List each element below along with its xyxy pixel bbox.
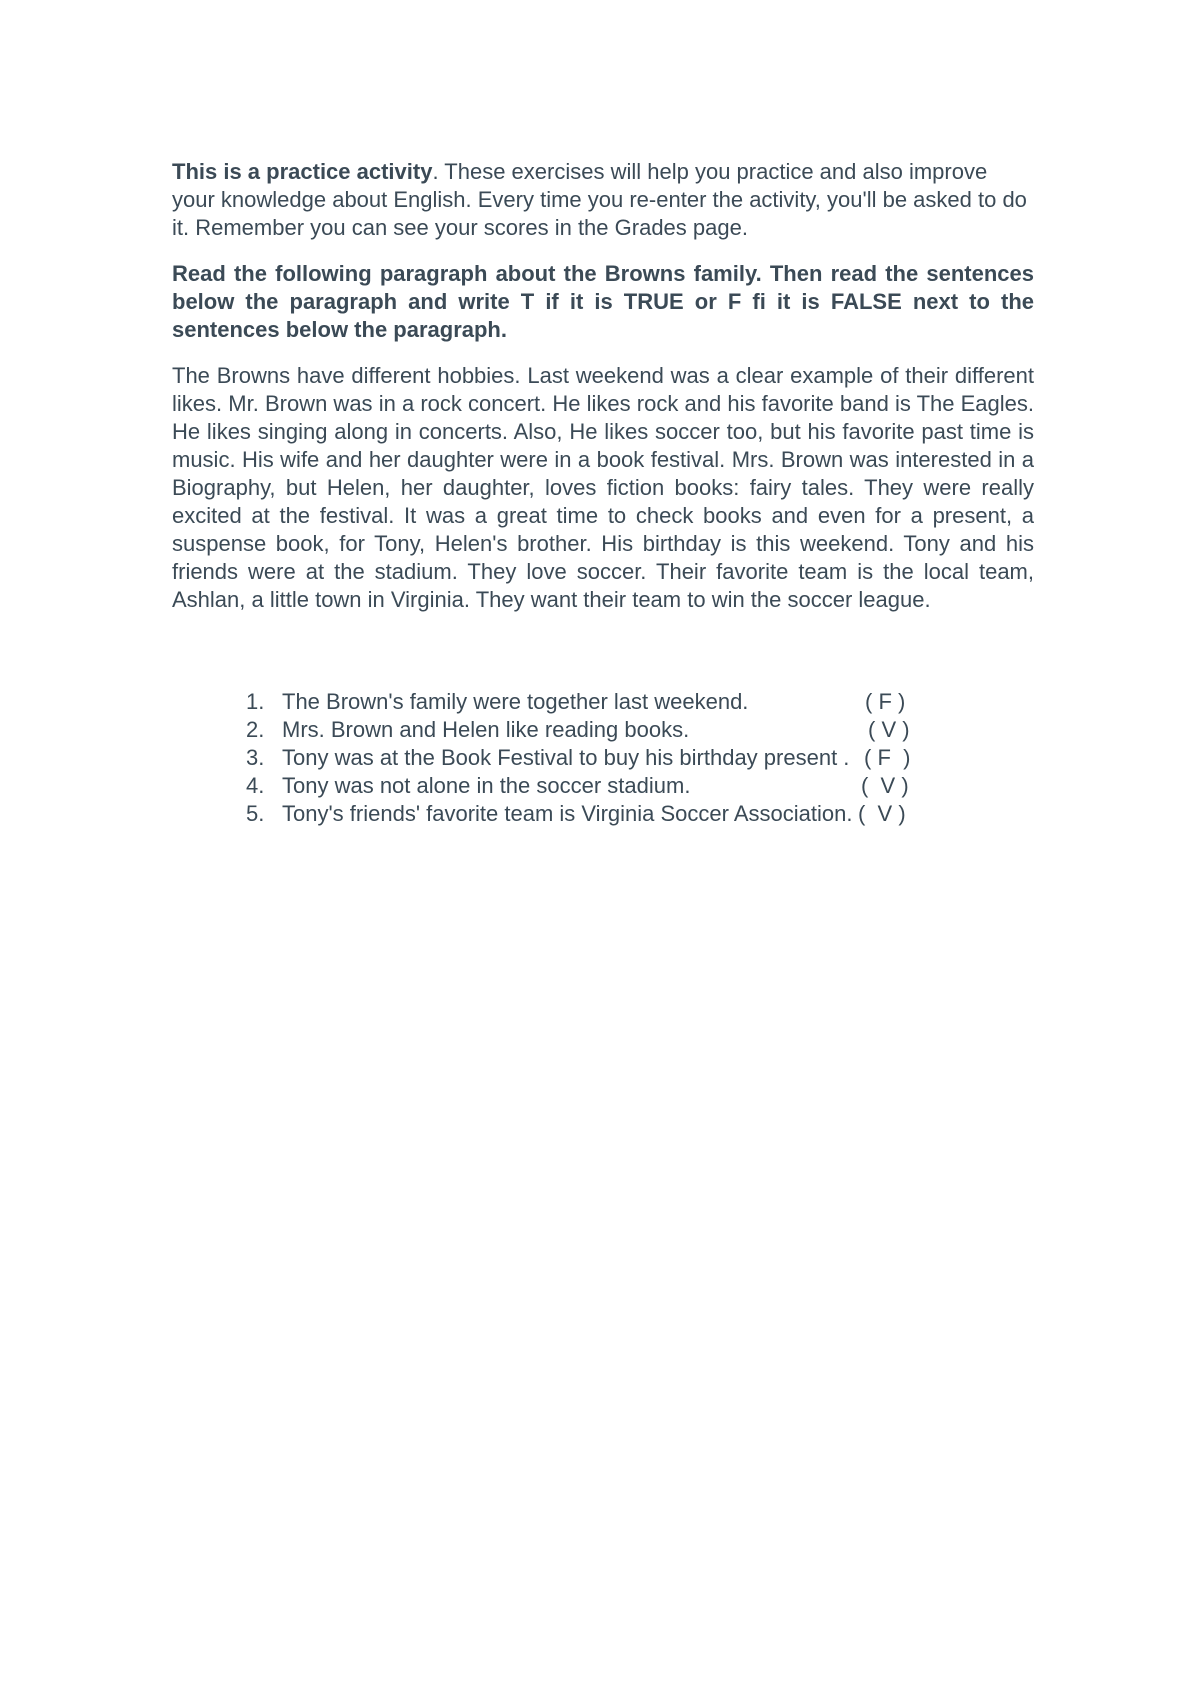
statement-text: Mrs. Brown and Helen like reading books. <box>282 717 690 742</box>
intro-lead: This is a practice activity <box>172 159 433 184</box>
intro-body: . These exercises will help you practice and also improve your knowledge about English. Every time you re-enter the activity, you'll be asked to do it. Remember you can see your scores in the Grades page. <box>172 159 1027 240</box>
statement-number: 2. <box>246 717 265 742</box>
statement-answer: ( V ) <box>858 801 906 826</box>
statement-number: 4. <box>246 773 265 798</box>
statement-text: Tony was not alone in the soccer stadium. <box>282 773 691 798</box>
statement-answer: ( F ) <box>865 689 906 714</box>
statement-item <box>172 744 1034 772</box>
instructions-paragraph: Read the following paragraph about the Browns family. Then read the sentences below the paragraph and write T if it is TRUE or F fi it is FALSE next to the sentences below the paragraph. <box>172 261 1034 342</box>
statement-text: The Brown's family were together last weekend. <box>282 689 749 714</box>
statement-answer: ( V ) <box>861 773 909 798</box>
statement-number: 5. <box>246 801 265 826</box>
statement-number: 3. <box>246 745 265 770</box>
statement-text: Tony was at the Book Festival to buy his birthday present . <box>282 745 850 770</box>
document-page <box>172 158 1034 828</box>
intro-paragraph <box>172 158 1034 242</box>
statement-text: Tony's friends' favorite team is Virginia Soccer Association. <box>282 801 853 826</box>
story-paragraph: The Browns have different hobbies. Last weekend was a clear example of their different likes. Mr. Brown was in a rock concert. He likes rock and his favorite band is The Eagles. He likes singing along in concerts. Also, He likes soccer too, but his favorite past time is music. His wife and her daughter were in a book festival. Mrs. Brown was interested in a Biography, but Helen, her daughter, loves fiction books: fairy tales. They were really excited at the festival. It was a great time to check books and even for a present, a suspense book, for Tony, Helen's brother. His birthday is this weekend. Tony and his friends were at the stadium. They love soccer. Their favorite team is the local team, Ashlan, a little town in Virginia. They want their team to win the soccer league. <box>172 363 1034 612</box>
statement-item <box>172 772 1034 800</box>
statement-answer: ( F ) <box>864 745 911 770</box>
statement-item <box>172 688 1034 716</box>
statement-number: 1. <box>246 689 265 714</box>
statements-list <box>172 688 1034 828</box>
statement-item <box>172 716 1034 744</box>
statement-answer: ( V ) <box>868 717 910 742</box>
statement-item <box>172 800 1034 828</box>
